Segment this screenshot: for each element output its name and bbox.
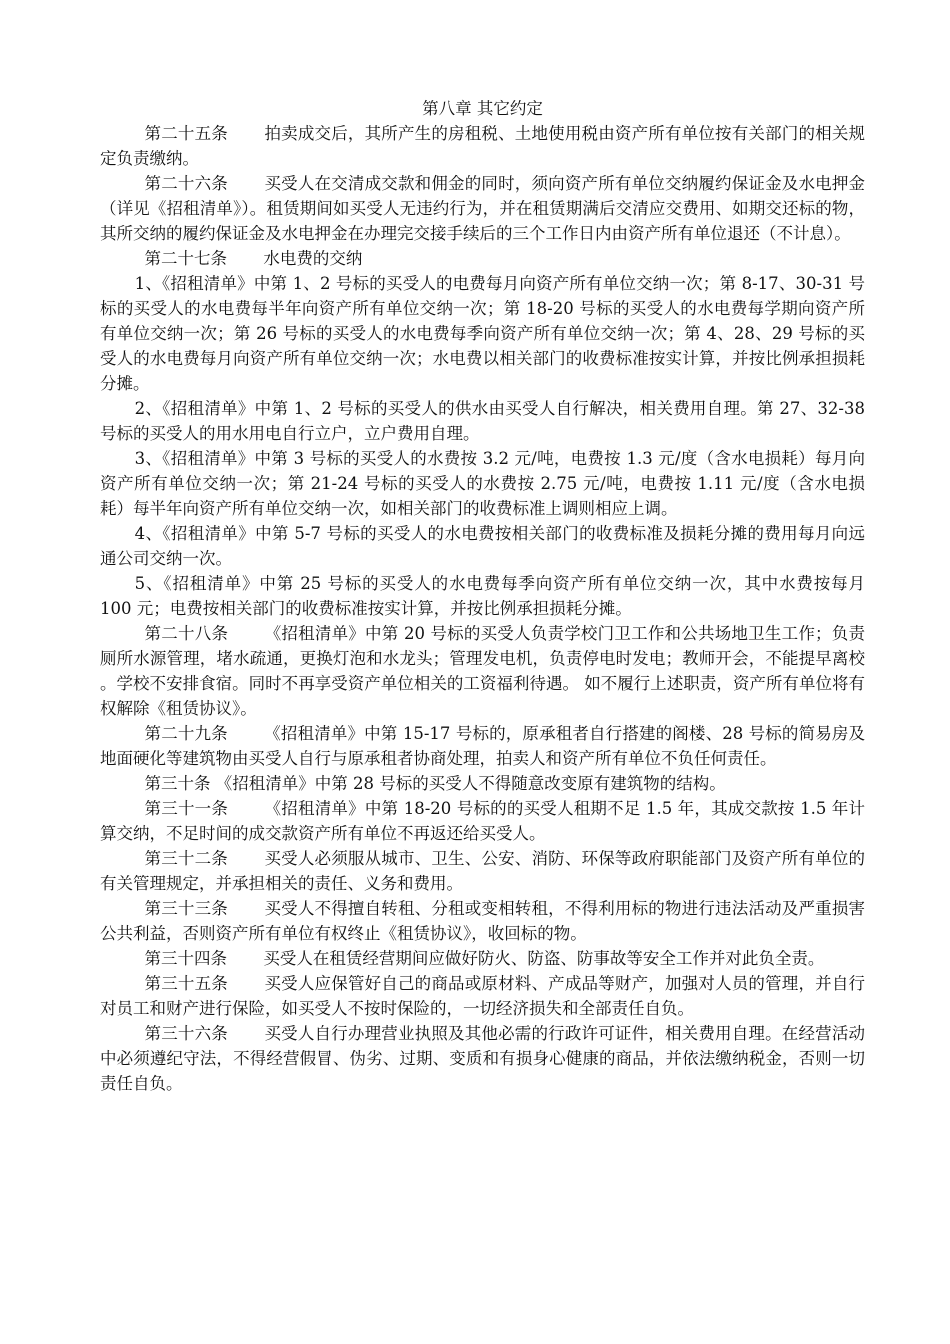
chapter-title: 第八章 其它约定 — [422, 99, 543, 118]
article-text: 买受人应保管好自己的商品或原材料、产成品等财产，加强对人员的管理，并自行对员工和财产进行保险，如买受人不按时保险的，一切经济损失和全部责任自负。 — [100, 974, 866, 1018]
clause-4 — [100, 521, 865, 571]
article-text: 《招租清单》中第 28 号标的买受人不得随意改变原有建筑物的结构。 — [215, 774, 726, 793]
document-page — [100, 96, 865, 1096]
article-33 — [100, 896, 865, 946]
article-30 — [100, 771, 865, 796]
article-text: 买受人必须服从城市、卫生、公安、消防、环保等政府职能部门及资产所有单位的有关管理规定，并承担相关的责任、义务和费用。 — [100, 849, 866, 893]
clause-text: 3、《招租清单》中第 3 号标的买受人的水费按 3.2 元/吨，电费按 1.3 元/度（含水电损耗）每月向资产所有单位交纳一次；第 21-24 号标的买受人的水费按 2.75 元/吨，电费按 1.11 元/度（含水电损耗）每半年向资产所有单位交纳一次，如相关部门的收费标准上调则相应上调。 — [100, 449, 865, 518]
article-text: 买受人不得擅自转租、分租或变相转租，不得利用标的物进行违法活动及严重损害公共利益，否则资产所有单位有权终止《租赁协议》，收回标的物。 — [100, 899, 866, 943]
article-31 — [100, 796, 865, 846]
article-number: 第二十九条 — [144, 724, 228, 743]
article-number: 第三十四条 — [144, 949, 228, 968]
article-number: 第二十七条 — [144, 249, 228, 268]
article-27 — [100, 246, 865, 271]
article-text: 《招租清单》中第 18-20 号标的的买受人租期不足 1.5 年，其成交款按 1.5 年计算交纳，不足时间的成交款资产所有单位不再返还给买受人。 — [100, 799, 865, 843]
article-34 — [100, 946, 865, 971]
article-26 — [100, 171, 865, 246]
article-text: 水电费的交纳 — [263, 249, 363, 268]
article-number: 第三十一条 — [144, 799, 229, 818]
article-number: 第二十八条 — [144, 624, 229, 643]
article-28 — [100, 621, 865, 721]
article-text: 拍卖成交后，其所产生的房租税、土地使用税由资产所有单位按有关部门的相关规定负责缴纳。 — [100, 124, 866, 168]
article-text: 《招租清单》中第 20 号标的买受人负责学校门卫工作和公共场地卫生工作；负责厕所水源管理，堵水疏通，更换灯泡和水龙头；管理发电机，负责停电时发电；教师开会，不能提早离校 。学校不安排食宿。同时不再享受资产单位相关的工资福利待遇。 如不履行上述职责，资产所有单位将有权解除《租赁协议》。 — [100, 624, 865, 718]
article-number: 第三十三条 — [144, 899, 228, 918]
article-number: 第三十五条 — [144, 974, 228, 993]
article-36 — [100, 1021, 865, 1096]
clause-5 — [100, 571, 865, 621]
article-text: 买受人在租赁经营期间应做好防火、防盗、防事故等安全工作并对此负全责。 — [263, 949, 825, 968]
article-text: 《招租清单》中第 15-17 号标的，原承租者自行搭建的阁楼、28 号标的简易房及地面硬化等建筑物由买受人自行与原承租者协商处理，拍卖人和资产所有单位不负任何责任。 — [100, 724, 866, 768]
clause-1 — [100, 271, 865, 396]
article-number: 第二十五条 — [144, 124, 228, 143]
article-25 — [100, 121, 865, 171]
article-number: 第三十六条 — [144, 1024, 228, 1043]
article-number: 第三十条 — [144, 774, 211, 793]
clause-3 — [100, 446, 865, 521]
article-text: 买受人在交清成交款和佣金的同时，须向资产所有单位交纳履约保证金及水电押金（详见《招租清单》）。租赁期间如买受人无违约行为，并在租赁期满后交清应交费用、如期交还标的物，其所交纳的履约保证金及水电押金在办理完交接手续后的三个工作日内由资产所有单位退还（不计息）。 — [100, 174, 866, 243]
clause-2 — [100, 396, 865, 446]
article-text: 买受人自行办理营业执照及其他必需的行政许可证件，相关费用自理。在经营活动中必须遵纪守法，不得经营假冒、伪劣、过期、变质和有损身心健康的商品，并依法缴纳税金，否则一切责任自负。 — [100, 1024, 866, 1093]
article-number: 第三十二条 — [144, 849, 228, 868]
clause-text: 5、《招租清单》中第 25 号标的买受人的水电费每季向资产所有单位交纳一次，其中水费按每月 100 元；电费按相关部门的收费标准按实计算，并按比例承担损耗分摊。 — [100, 574, 865, 618]
article-32 — [100, 846, 865, 896]
clause-text: 1、《招租清单》中第 1、2 号标的买受人的电费每月向资产所有单位交纳一次；第 8-17、30-31 号标的买受人的水电费每半年向资产所有单位交纳一次；第 18-20 号标的买受人的水电费每学期向资产所有单位交纳一次；第 26 号标的买受人的水电费每季向资产所有单位交纳一次；第 4、28、29 号标的买受人的水电费每月向资产所有单位交纳一次；水电费以相关部门的收费标准按实计算，并按比例承担损耗分摊。 — [100, 274, 865, 393]
article-35 — [100, 971, 865, 1021]
article-29 — [100, 721, 865, 771]
clause-text: 4、《招租清单》中第 5-7 号标的买受人的水电费按相关部门的收费标准及损耗分摊的费用每月向远通公司交纳一次。 — [100, 524, 865, 568]
article-number: 第二十六条 — [144, 174, 228, 193]
clause-text: 2、《招租清单》中第 1、2 号标的买受人的供水由买受人自行解决，相关费用自理。第 27、32-38 号标的买受人的用水用电自行立户，立户费用自理。 — [100, 399, 865, 443]
